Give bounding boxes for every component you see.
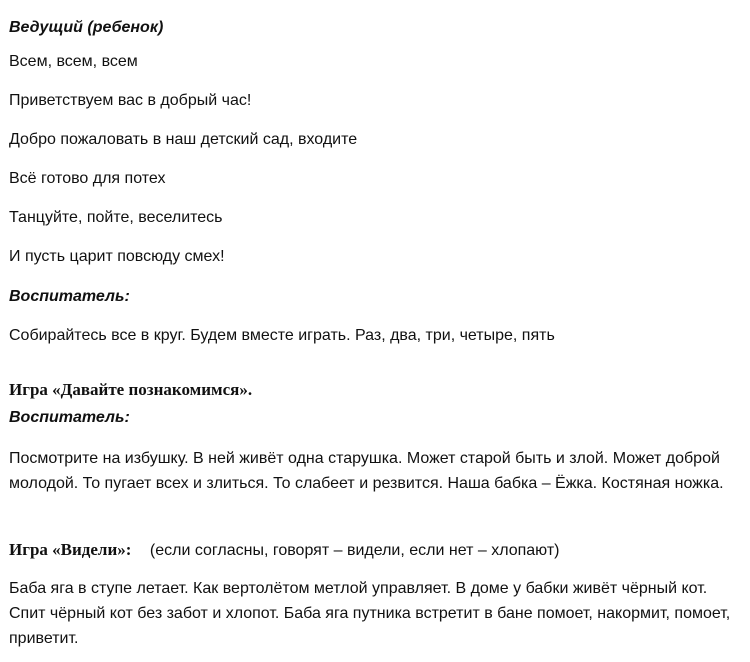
role-teacher-1: Воспитатель:	[9, 288, 130, 305]
role-host: Ведущий (ребенок)	[9, 19, 164, 36]
role-teacher-2: Воспитатель:	[9, 409, 130, 426]
game-2-note: (если согласны, говорят – видели, если нет – хлопают)	[149, 542, 560, 559]
host-line-3: Добро пожаловать в наш детский сад, входите	[9, 131, 358, 148]
teacher-line-1: Собирайтесь все в круг. Будем вместе играть. Раз, два, три, четыре, пять	[9, 327, 555, 344]
game-2-title: Игра «Видели»:	[9, 540, 132, 559]
game-1-title: Игра «Давайте познакомимся».	[9, 380, 253, 399]
host-line-2: Приветствуем вас в добрый час!	[9, 92, 252, 109]
game-2-paragraph: Баба яга в ступе летает. Как вертолётом метлой управляет. В доме у бабки живёт чёрный кот. Спит чёрный кот без забот и хлопот. Баба яга путника встретит в бане помоет, накормит, помоет, приветит.	[9, 580, 731, 647]
host-line-5: Танцуйте, пойте, веселитесь	[9, 209, 223, 226]
host-line-6: И пусть царит повсюду смех!	[9, 248, 225, 265]
host-line-1: Всем, всем, всем	[9, 53, 138, 70]
host-line-4: Всё готово для потех	[9, 170, 166, 187]
teacher-paragraph-2: Посмотрите на избушку. В ней живёт одна старушка. Может старой быть и злой. Может доброй молодой. То пугает всех и злиться. То слабеет и резвится. Наша бабка – Ёжка. Костяная ножка.	[9, 450, 724, 492]
game-2-heading	[9, 538, 559, 563]
